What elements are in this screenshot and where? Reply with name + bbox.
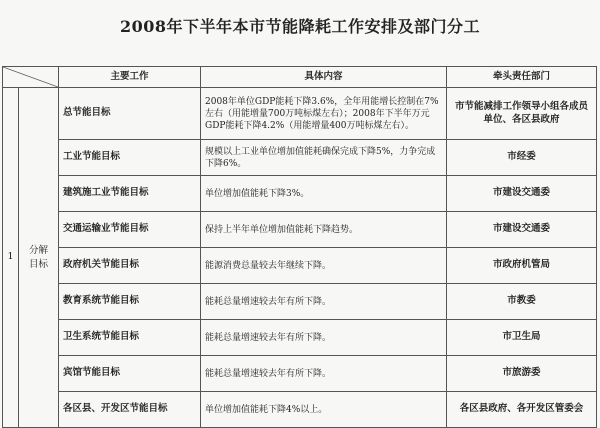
page-title: 2008年下半年本市节能降耗工作安排及部门分工: [119, 17, 481, 36]
content-cell: 能耗总量增速较去年有所下降。: [201, 284, 447, 320]
header-content: 具体内容: [201, 67, 447, 88]
content-cell: 能源消费总量较去年继续下降。: [201, 248, 447, 284]
work-cell: 教育系统节能目标: [59, 284, 201, 320]
dept-cell: 各区县政府、各开发区管委会: [447, 392, 597, 428]
work-cell: 卫生系统节能目标: [59, 320, 201, 356]
header-work: 主要工作: [59, 67, 201, 88]
work-cell: 宾馆节能目标: [59, 356, 201, 392]
content-cell: 能耗总量增速较去年有所下降。: [201, 320, 447, 356]
work-cell: 建筑施工业节能目标: [59, 176, 201, 212]
content-cell: 能耗总量增速较去年有所下降。: [201, 356, 447, 392]
table-row: [3, 212, 597, 248]
work-cell: 总节能目标: [59, 88, 201, 140]
work-cell: 政府机关节能目标: [59, 248, 201, 284]
dept-cell: 市旅游委: [447, 356, 597, 392]
table-row: [3, 392, 597, 428]
table-row: [3, 140, 597, 176]
work-plan-table: [2, 66, 597, 428]
dept-cell: 市经委: [447, 140, 597, 176]
work-cell: 工业节能目标: [59, 140, 201, 176]
content-cell: 规模以上工业单位增加值能耗确保完成下降5%，力争完成下降6%。: [201, 140, 447, 176]
header-dept: 牵头责任部门: [447, 67, 597, 88]
table-row: [3, 320, 597, 356]
content-cell: 保持上半年单位增加值能耗下降趋势。: [201, 212, 447, 248]
dept-cell: 市建设交通委: [447, 176, 597, 212]
dept-cell: 市卫生局: [447, 320, 597, 356]
content-cell: 单位增加值能耗下降3%。: [201, 176, 447, 212]
table-header-row: [3, 67, 597, 88]
work-cell: 各区县、开发区节能目标: [59, 392, 201, 428]
table-row: [3, 88, 597, 140]
table-row: [3, 284, 597, 320]
row-index: 1: [3, 88, 19, 428]
dept-cell: 市教委: [447, 284, 597, 320]
category-cell: [19, 88, 59, 428]
dept-cell: 市建设交通委: [447, 212, 597, 248]
diagonal-line: [3, 67, 58, 87]
work-cell: 交通运输业节能目标: [59, 212, 201, 248]
category-line-2: 目标: [28, 258, 48, 270]
content-cell: 单位增加值能耗下降4%以上。: [201, 392, 447, 428]
dept-cell: 市政府机管局: [447, 248, 597, 284]
table-row: [3, 356, 597, 392]
dept-cell: 市节能减排工作领导小组各成员单位、各区县政府: [447, 88, 597, 140]
content-cell: 2008年单位GDP能耗下降3.6%，全年用能增长控制在7%左右（用能增量700万吨标煤左右）；2008年下半年万元GDP能耗下降4.2%（用能增量400万吨标煤左右）。: [201, 88, 447, 140]
table-row: [3, 248, 597, 284]
diagonal-header-cell: [3, 67, 59, 88]
category-line-1: 分解: [28, 244, 48, 256]
table-row: [3, 176, 597, 212]
